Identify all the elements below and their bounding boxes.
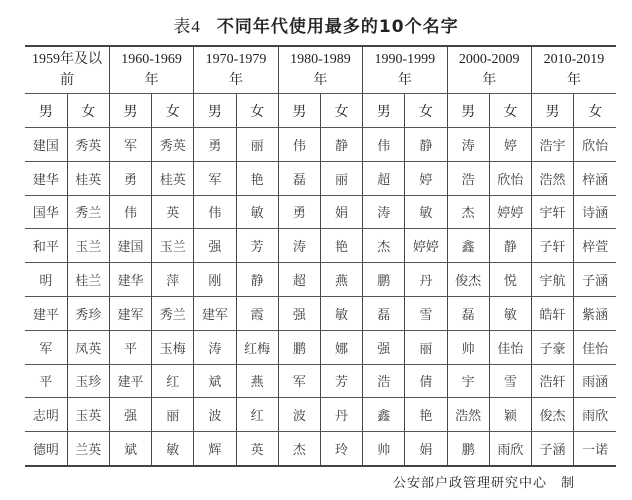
female-name-cell: 敏 bbox=[489, 296, 531, 330]
female-name-cell: 萍 bbox=[152, 263, 194, 297]
source-org: 公安部户政管理研究中心 bbox=[393, 476, 548, 491]
male-name-cell: 斌 bbox=[109, 432, 151, 466]
female-name-cell: 凤英 bbox=[67, 330, 109, 364]
male-name-cell: 宇 bbox=[447, 364, 489, 398]
female-name-cell: 丽 bbox=[152, 398, 194, 432]
female-name-cell: 芳 bbox=[236, 229, 278, 263]
male-name-cell: 志明 bbox=[25, 398, 67, 432]
table-row bbox=[25, 364, 616, 398]
table-row bbox=[25, 128, 616, 162]
male-name-cell: 波 bbox=[194, 398, 236, 432]
male-name-cell: 鑫 bbox=[447, 229, 489, 263]
female-name-cell: 丽 bbox=[405, 330, 447, 364]
female-name-cell: 秀兰 bbox=[67, 195, 109, 229]
male-name-cell: 军 bbox=[109, 128, 151, 162]
female-header: 女 bbox=[489, 94, 531, 128]
male-name-cell: 超 bbox=[363, 161, 405, 195]
male-name-cell: 平 bbox=[109, 330, 151, 364]
female-name-cell: 秀英 bbox=[152, 128, 194, 162]
male-header: 男 bbox=[278, 94, 320, 128]
male-name-cell: 国华 bbox=[25, 195, 67, 229]
table-number: 表4 bbox=[173, 17, 201, 36]
male-name-cell: 建华 bbox=[109, 263, 151, 297]
female-name-cell: 静 bbox=[320, 128, 362, 162]
female-name-cell: 艳 bbox=[405, 398, 447, 432]
table-row bbox=[25, 195, 616, 229]
table-row bbox=[25, 432, 616, 466]
male-name-cell: 强 bbox=[363, 330, 405, 364]
female-name-cell: 婷 bbox=[489, 128, 531, 162]
female-name-cell: 芳 bbox=[320, 364, 362, 398]
female-name-cell: 娟 bbox=[405, 432, 447, 466]
table-row bbox=[25, 161, 616, 195]
female-name-cell: 红 bbox=[152, 364, 194, 398]
female-name-cell: 敏 bbox=[405, 195, 447, 229]
female-name-cell: 紫涵 bbox=[574, 296, 616, 330]
decade-header: 1990-1999 年 bbox=[363, 46, 447, 94]
source-suffix: 制 bbox=[561, 476, 576, 491]
female-name-cell: 一诺 bbox=[574, 432, 616, 466]
female-name-cell: 梓萱 bbox=[574, 229, 616, 263]
male-name-cell: 伟 bbox=[109, 195, 151, 229]
female-name-cell: 玉珍 bbox=[67, 364, 109, 398]
male-name-cell: 涛 bbox=[363, 195, 405, 229]
male-name-cell: 建军 bbox=[194, 296, 236, 330]
female-name-cell: 霞 bbox=[236, 296, 278, 330]
male-name-cell: 杰 bbox=[363, 229, 405, 263]
male-name-cell: 皓轩 bbox=[531, 296, 573, 330]
male-name-cell: 磊 bbox=[447, 296, 489, 330]
male-name-cell: 子涵 bbox=[531, 432, 573, 466]
male-name-cell: 帅 bbox=[363, 432, 405, 466]
male-name-cell: 军 bbox=[194, 161, 236, 195]
table-row bbox=[25, 330, 616, 364]
male-name-cell: 涛 bbox=[447, 128, 489, 162]
male-name-cell: 宇轩 bbox=[531, 195, 573, 229]
female-name-cell: 丽 bbox=[236, 128, 278, 162]
female-header: 女 bbox=[574, 94, 616, 128]
male-name-cell: 子轩 bbox=[531, 229, 573, 263]
male-name-cell: 建平 bbox=[109, 364, 151, 398]
male-header: 男 bbox=[194, 94, 236, 128]
female-name-cell: 梓涵 bbox=[574, 161, 616, 195]
male-header: 男 bbox=[25, 94, 67, 128]
decade-header: 2010-2019 年 bbox=[531, 46, 616, 94]
male-name-cell: 勇 bbox=[109, 161, 151, 195]
female-name-cell: 雪 bbox=[405, 296, 447, 330]
female-name-cell: 雨欣 bbox=[574, 398, 616, 432]
female-name-cell: 桂兰 bbox=[67, 263, 109, 297]
male-name-cell: 强 bbox=[278, 296, 320, 330]
male-name-cell: 浩 bbox=[447, 161, 489, 195]
male-name-cell: 建平 bbox=[25, 296, 67, 330]
female-name-cell: 诗涵 bbox=[574, 195, 616, 229]
decade-header: 1959年及以 前 bbox=[25, 46, 109, 94]
female-name-cell: 佳怡 bbox=[489, 330, 531, 364]
female-name-cell: 娜 bbox=[320, 330, 362, 364]
female-name-cell: 雪 bbox=[489, 364, 531, 398]
female-name-cell: 雨欣 bbox=[489, 432, 531, 466]
male-name-cell: 军 bbox=[25, 330, 67, 364]
female-header: 女 bbox=[405, 94, 447, 128]
female-name-cell: 玉兰 bbox=[152, 229, 194, 263]
female-name-cell: 桂英 bbox=[152, 161, 194, 195]
female-name-cell: 玉英 bbox=[67, 398, 109, 432]
female-name-cell: 玉梅 bbox=[152, 330, 194, 364]
male-name-cell: 建国 bbox=[109, 229, 151, 263]
female-header: 女 bbox=[67, 94, 109, 128]
male-header: 男 bbox=[109, 94, 151, 128]
female-name-cell: 秀珍 bbox=[67, 296, 109, 330]
male-name-cell: 杰 bbox=[278, 432, 320, 466]
male-name-cell: 俊杰 bbox=[447, 263, 489, 297]
male-name-cell: 强 bbox=[109, 398, 151, 432]
female-name-cell: 婷 bbox=[405, 161, 447, 195]
female-name-cell: 艳 bbox=[236, 161, 278, 195]
male-name-cell: 德明 bbox=[25, 432, 67, 466]
female-name-cell: 红梅 bbox=[236, 330, 278, 364]
female-name-cell: 倩 bbox=[405, 364, 447, 398]
male-name-cell: 军 bbox=[278, 364, 320, 398]
male-name-cell: 和平 bbox=[25, 229, 67, 263]
male-name-cell: 宇航 bbox=[531, 263, 573, 297]
female-name-cell: 红 bbox=[236, 398, 278, 432]
decade-header: 1960-1969 年 bbox=[109, 46, 193, 94]
female-name-cell: 静 bbox=[405, 128, 447, 162]
female-name-cell: 英 bbox=[152, 195, 194, 229]
male-name-cell: 涛 bbox=[194, 330, 236, 364]
table-row bbox=[25, 229, 616, 263]
female-name-cell: 敏 bbox=[152, 432, 194, 466]
female-name-cell: 娟 bbox=[320, 195, 362, 229]
male-name-cell: 浩 bbox=[363, 364, 405, 398]
table-title bbox=[0, 12, 632, 37]
table-row bbox=[25, 263, 616, 297]
source-credit bbox=[393, 472, 575, 491]
female-name-cell: 婷婷 bbox=[405, 229, 447, 263]
table-row bbox=[25, 398, 616, 432]
female-name-cell: 秀英 bbox=[67, 128, 109, 162]
female-name-cell: 玲 bbox=[320, 432, 362, 466]
male-name-cell: 伟 bbox=[278, 128, 320, 162]
male-name-cell: 勇 bbox=[194, 128, 236, 162]
male-name-cell: 斌 bbox=[194, 364, 236, 398]
decade-header-row bbox=[25, 46, 616, 94]
male-name-cell: 鹏 bbox=[278, 330, 320, 364]
male-header: 男 bbox=[447, 94, 489, 128]
female-name-cell: 艳 bbox=[320, 229, 362, 263]
male-name-cell: 鑫 bbox=[363, 398, 405, 432]
female-name-cell: 婷婷 bbox=[489, 195, 531, 229]
decade-header: 1980-1989 年 bbox=[278, 46, 362, 94]
male-name-cell: 磊 bbox=[278, 161, 320, 195]
male-name-cell: 波 bbox=[278, 398, 320, 432]
male-name-cell: 鹏 bbox=[447, 432, 489, 466]
male-header: 男 bbox=[531, 94, 573, 128]
male-header: 男 bbox=[363, 94, 405, 128]
female-header: 女 bbox=[320, 94, 362, 128]
female-name-cell: 静 bbox=[236, 263, 278, 297]
male-name-cell: 鹏 bbox=[363, 263, 405, 297]
female-name-cell: 桂英 bbox=[67, 161, 109, 195]
female-name-cell: 子涵 bbox=[574, 263, 616, 297]
female-name-cell: 悦 bbox=[489, 263, 531, 297]
sex-header-row bbox=[25, 94, 616, 128]
male-name-cell: 涛 bbox=[278, 229, 320, 263]
male-name-cell: 伟 bbox=[194, 195, 236, 229]
male-name-cell: 强 bbox=[194, 229, 236, 263]
female-name-cell: 欣怡 bbox=[489, 161, 531, 195]
male-name-cell: 建华 bbox=[25, 161, 67, 195]
female-name-cell: 丹 bbox=[320, 398, 362, 432]
male-name-cell: 俊杰 bbox=[531, 398, 573, 432]
male-name-cell: 勇 bbox=[278, 195, 320, 229]
male-name-cell: 子豪 bbox=[531, 330, 573, 364]
male-name-cell: 明 bbox=[25, 263, 67, 297]
female-name-cell: 燕 bbox=[236, 364, 278, 398]
table-row bbox=[25, 296, 616, 330]
female-header: 女 bbox=[152, 94, 194, 128]
female-name-cell: 敏 bbox=[320, 296, 362, 330]
male-name-cell: 建国 bbox=[25, 128, 67, 162]
female-name-cell: 秀兰 bbox=[152, 296, 194, 330]
male-name-cell: 帅 bbox=[447, 330, 489, 364]
names-table bbox=[25, 45, 616, 467]
female-name-cell: 丽 bbox=[320, 161, 362, 195]
male-name-cell: 浩然 bbox=[447, 398, 489, 432]
male-name-cell: 浩宇 bbox=[531, 128, 573, 162]
decade-header: 1970-1979 年 bbox=[194, 46, 278, 94]
decade-header: 2000-2009 年 bbox=[447, 46, 531, 94]
male-name-cell: 杰 bbox=[447, 195, 489, 229]
female-name-cell: 敏 bbox=[236, 195, 278, 229]
female-name-cell: 燕 bbox=[320, 263, 362, 297]
male-name-cell: 辉 bbox=[194, 432, 236, 466]
male-name-cell: 超 bbox=[278, 263, 320, 297]
female-name-cell: 静 bbox=[489, 229, 531, 263]
female-name-cell: 欣怡 bbox=[574, 128, 616, 162]
male-name-cell: 伟 bbox=[363, 128, 405, 162]
table-title-text: 不同年代使用最多的10个名字 bbox=[216, 17, 459, 37]
female-name-cell: 丹 bbox=[405, 263, 447, 297]
male-name-cell: 平 bbox=[25, 364, 67, 398]
male-name-cell: 浩轩 bbox=[531, 364, 573, 398]
male-name-cell: 磊 bbox=[363, 296, 405, 330]
female-name-cell: 玉兰 bbox=[67, 229, 109, 263]
male-name-cell: 浩然 bbox=[531, 161, 573, 195]
female-name-cell: 兰英 bbox=[67, 432, 109, 466]
female-name-cell: 雨涵 bbox=[574, 364, 616, 398]
female-name-cell: 英 bbox=[236, 432, 278, 466]
female-name-cell: 佳怡 bbox=[574, 330, 616, 364]
female-header: 女 bbox=[236, 94, 278, 128]
female-name-cell: 颖 bbox=[489, 398, 531, 432]
male-name-cell: 建军 bbox=[109, 296, 151, 330]
male-name-cell: 刚 bbox=[194, 263, 236, 297]
